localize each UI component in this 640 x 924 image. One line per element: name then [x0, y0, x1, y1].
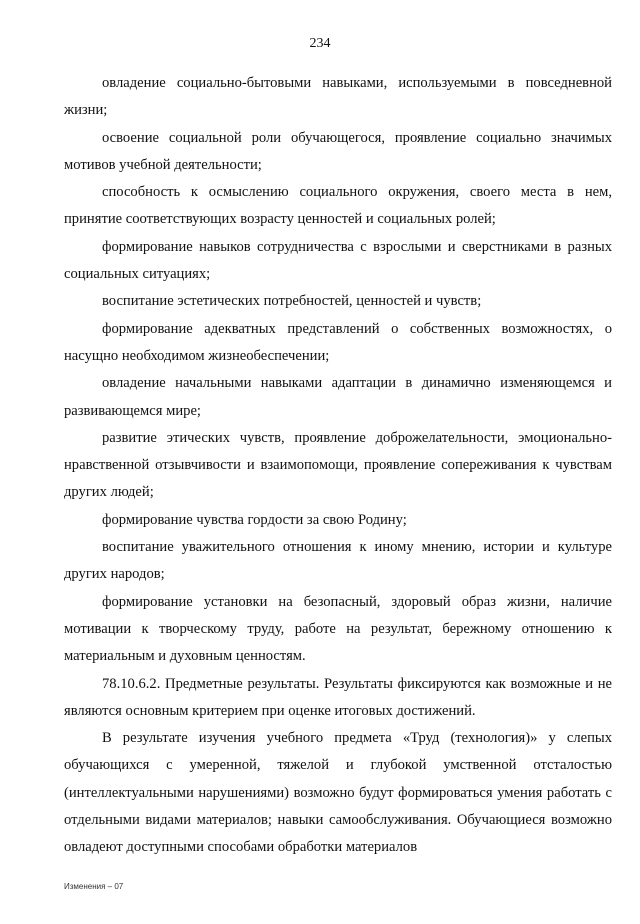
section-paragraph: 78.10.6.2. Предметные результаты. Результаты фиксируются как возможные и не являются основным критерием при оценке итоговых достижений.	[64, 675, 612, 719]
page-number: 234	[309, 36, 331, 51]
revision-footer: Изменения – 07	[64, 882, 124, 891]
paragraph: формирование навыков сотрудничества с взрослыми и сверстниками в разных социальных ситуациях;	[64, 238, 612, 283]
paragraph: развитие этических чувств, проявление доброжелательности, эмоционально-нравственной отзывчивости и взаимопомощи, проявление сопереживания к чувствам других людей;	[64, 429, 612, 501]
paragraph: воспитание уважительного отношения к иному мнению, истории и культуре других народов;	[64, 539, 612, 583]
paragraph: овладение начальными навыками адаптации в динамично изменяющемся и развивающемся мире;	[64, 375, 612, 419]
document-body	[64, 70, 612, 862]
paragraph: овладение социально-бытовыми навыками, используемыми в повседневной жизни;	[64, 75, 612, 119]
paragraph: формирование установки на безопасный, здоровый образ жизни, наличие мотивации к творческому труду, работе на результат, бережному отношению к материальным и духовным ценностям.	[64, 593, 612, 665]
paragraph: В результате изучения учебного предмета «Труд (технология)» у слепых обучающихся с умеренной, тяжелой и глубокой умственной отсталостью (интеллектуальными нарушениями) возможно будут формироваться умения работать с отдельными видами материалов; навыки самообслуживания. Обучающиеся возможно овладеют доступными способами обработки материалов	[64, 730, 612, 856]
paragraph: воспитание эстетических потребностей, ценностей и чувств;	[102, 293, 482, 310]
paragraph: способность к осмыслению социального окружения, своего места в нем, принятие соответствующих возрасту ценностей и социальных ролей;	[64, 184, 612, 228]
paragraph: освоение социальной роли обучающегося, проявление социально значимых мотивов учебной деятельности;	[64, 129, 612, 173]
paragraph: формирование адекватных представлений о собственных возможностях, о насущно необходимом жизнеобеспечении;	[64, 320, 612, 364]
paragraph: формирование чувства гордости за свою Родину;	[102, 511, 407, 528]
